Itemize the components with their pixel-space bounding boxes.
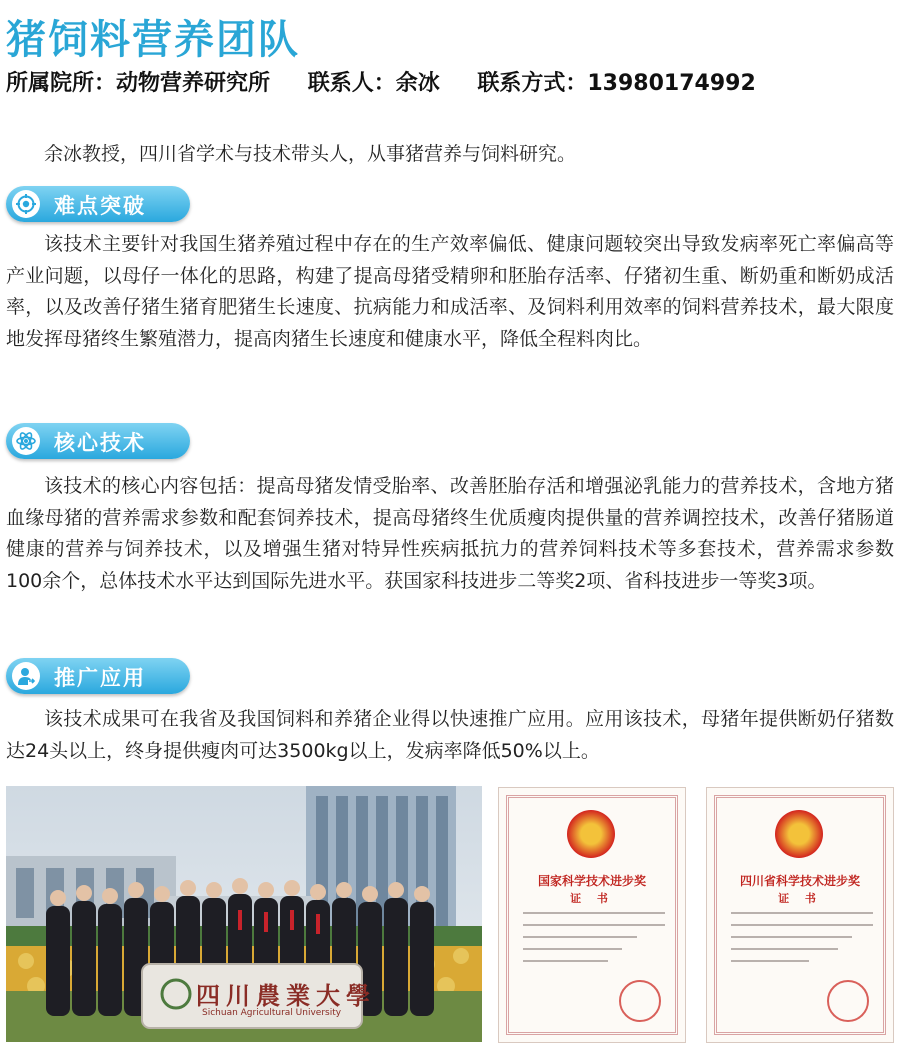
institute-text: 所属院所：动物营养研究所 <box>6 71 271 96</box>
intro-paragraph: 余冰教授，四川省学术与技术带头人，从事猪营养与饲料研究。 <box>44 143 577 165</box>
sign-text-en: Sichuan Agricultural University <box>202 1008 342 1018</box>
sign-text: 四川農業大學 <box>196 981 376 1010</box>
section-text-application: 该技术成果可在我省及我国饲料和养猪企业得以快速推广应用。应用该技术，母猪年提供断奶仔猪数达24头以上，终身提供瘦肉可达3500kg以上，发病率降低50%以上。 <box>6 708 894 762</box>
provincial-award-certificate <box>706 787 894 1043</box>
page-title: 猪饲料营养团队 <box>6 17 300 63</box>
certificate-title: 国家科学技术进步奖 <box>537 874 646 888</box>
contact-person-text: 联系人：余冰 <box>307 71 440 96</box>
seal-icon <box>827 980 869 1022</box>
national-award-certificate <box>498 787 686 1043</box>
section-text-core-tech: 该技术的核心内容包括：提高母猪发情受胎率、改善胚胎存活和增强泌乳能力的营养技术，含地方猪血缘母猪的营养需求参数和配套饲养技术，提高母猪终生优质瘦肉提供量的营养调控技术，改善仔猪肠道健康的营养与饲养技术，以及增强生猪对特异性疾病抵抗力的营养饲料技术等多套技术，营养需求参数100余个，总体技术水平达到国际先进水平。获国家科技进步二等奖2项、省科技进步一等奖3项。 <box>6 475 894 592</box>
user-icon <box>12 662 40 690</box>
national-emblem-icon <box>775 810 823 858</box>
seal-icon <box>619 980 661 1022</box>
section-text-difficulty: 该技术主要针对我国生猪养殖过程中存在的生产效率偏低、健康问题较突出导致发病率死亡率偏高等产业问题，以母仔一体化的思路，构建了提高母猪受精卵和胚胎存活率、仔猪初生重、断奶重和断奶成活率，以及改善仔猪生猪育肥猪生长速度、抗病能力和成活率、及饲料利用效率的饲料营养技术，最大限度地发挥母猪终生繁殖潜力，提高肉猪生长速度和健康水平，降低全程料肉比。 <box>6 233 894 350</box>
section-label: 难点突破 <box>54 194 146 218</box>
section-header-application <box>6 658 190 694</box>
certificate-title: 四川省科学技术进步奖 <box>739 874 860 888</box>
section-header-core-tech <box>6 423 190 459</box>
section-label: 核心技术 <box>54 431 146 455</box>
team-photo <box>6 786 482 1042</box>
atom-icon <box>12 427 40 455</box>
section-label: 推广应用 <box>54 666 146 690</box>
national-emblem-icon <box>567 810 615 858</box>
certificate-subtitle: 证 书 <box>570 892 614 905</box>
certificate-subtitle: 证 书 <box>778 892 822 905</box>
section-header-difficulty <box>6 186 190 222</box>
contact-info <box>6 66 786 97</box>
target-icon <box>12 190 40 218</box>
phone-text: 联系方式：13980174992 <box>477 71 756 96</box>
